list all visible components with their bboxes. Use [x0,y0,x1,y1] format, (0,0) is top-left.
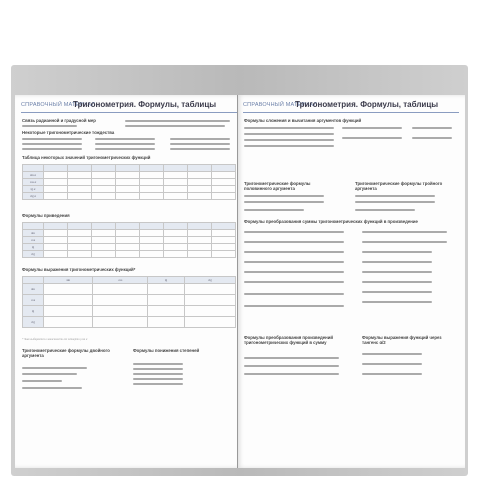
formula-line [342,137,402,139]
formula-line [412,127,452,129]
formula-line [133,383,183,385]
formula-line [244,365,339,367]
section-half-angle: Тригонометрические формулы половинного аргумента [244,181,311,191]
right-page-header [243,102,459,111]
formula-line [362,241,447,243]
formula-line [22,367,87,369]
section-tan-half: Формулы выражения функций через тангенс α/2 [362,335,442,345]
row-label: cos [23,237,44,244]
row-label: tg α [23,186,44,193]
formula-line [22,138,82,140]
formula-line [244,261,344,263]
formula-line [355,201,435,203]
expression-table [22,276,236,328]
section-sum-to-product: Формулы преобразования суммы тригонометрических функций в произведение [244,219,418,224]
formula-line [244,357,339,359]
formula-line [342,127,402,129]
section-triple-angle: Тригонометрические формулы тройного аргумента [355,181,443,191]
right-page-title: Тригонометрия. Формулы, таблицы [295,100,439,109]
formula-line [125,120,230,122]
left-header-label: СПРАВОЧНЫЙ МАТЕРИАЛ [21,102,96,108]
header-rule [243,112,459,113]
formula-line [244,145,334,147]
formula-line [362,281,432,283]
formula-line [125,125,225,127]
formula-line [244,293,344,295]
formula-line [170,143,230,145]
reduction-table [22,222,236,258]
formula-line [244,209,304,211]
footnote: * Знак выбирается в зависимости от четверти угла α [22,338,88,341]
formula-line [133,378,183,380]
formula-line [95,143,155,145]
formula-line [362,363,422,365]
formula-line [244,133,334,135]
left-page [15,95,243,468]
formula-line [133,363,183,365]
formula-line [355,195,435,197]
formula-line [22,373,77,375]
formula-line [95,148,155,150]
formula-line [244,139,334,141]
formula-line [412,137,452,139]
formula-line [244,127,334,129]
section-product-to-sum: Формулы преобразования произведений тригонометрических функций в сумму [244,335,334,345]
section-radian-degree: Связь радианной и градусной мер [22,118,96,123]
formula-line [244,195,324,197]
formula-line [170,138,230,140]
col-label: tg [148,277,185,284]
formula-line [362,231,447,233]
formula-line [362,261,432,263]
formula-line [362,291,432,293]
section-reduction: Формулы приведения [22,213,70,218]
formula-line [362,251,432,253]
formula-line [22,387,82,389]
formula-line [244,271,344,273]
formula-line [22,380,62,382]
formula-line [244,305,344,307]
section-expression: Формулы выражения тригонометрических функций* [22,267,136,272]
row-label: ctg [23,251,44,258]
formula-line [244,241,344,243]
formula-line [22,125,77,127]
header-rule [21,112,237,113]
row-label: tg [23,306,44,317]
section-power-reduction: Формулы понижения степеней [133,348,200,353]
row-label: sin [23,284,44,295]
row-label: sin [23,230,44,237]
formula-line [362,353,422,355]
section-values-table: Таблица некоторых значений тригонометрических функций [22,155,151,160]
right-header-label: СПРАВОЧНЫЙ МАТЕРИАЛ [243,102,318,108]
right-page [237,95,465,468]
row-label: sin α [23,172,44,179]
row-label: cos [23,295,44,306]
row-label: ctg α [23,193,44,200]
section-double-angle: Тригонометрические формулы двойного аргумента [22,348,110,358]
values-table [22,164,236,200]
col-label: sin [44,277,93,284]
left-page-title: Тригонометрия. Формулы, таблицы [73,100,217,109]
formula-line [170,148,230,150]
formula-line [244,231,344,233]
formula-line [362,271,432,273]
formula-line [22,143,82,145]
formula-line [362,301,432,303]
row-label: ctg [23,317,44,328]
section-addition: Формулы сложения и вычитания аргументов функций [244,118,362,123]
formula-line [244,281,344,283]
left-page-header [21,102,237,111]
formula-line [244,251,344,253]
formula-line [244,373,339,375]
formula-line [22,148,82,150]
formula-line [95,138,155,140]
col-label: ctg [184,277,235,284]
row-label: cos α [23,179,44,186]
formula-line [355,209,415,211]
formula-line [133,368,183,370]
formula-line [244,201,324,203]
col-label: cos [93,277,148,284]
formula-line [362,373,422,375]
section-identities: Некоторые тригонометрические тождества [22,130,115,135]
spine-fold [237,95,238,468]
row-label: tg [23,244,44,251]
formula-line [133,373,183,375]
